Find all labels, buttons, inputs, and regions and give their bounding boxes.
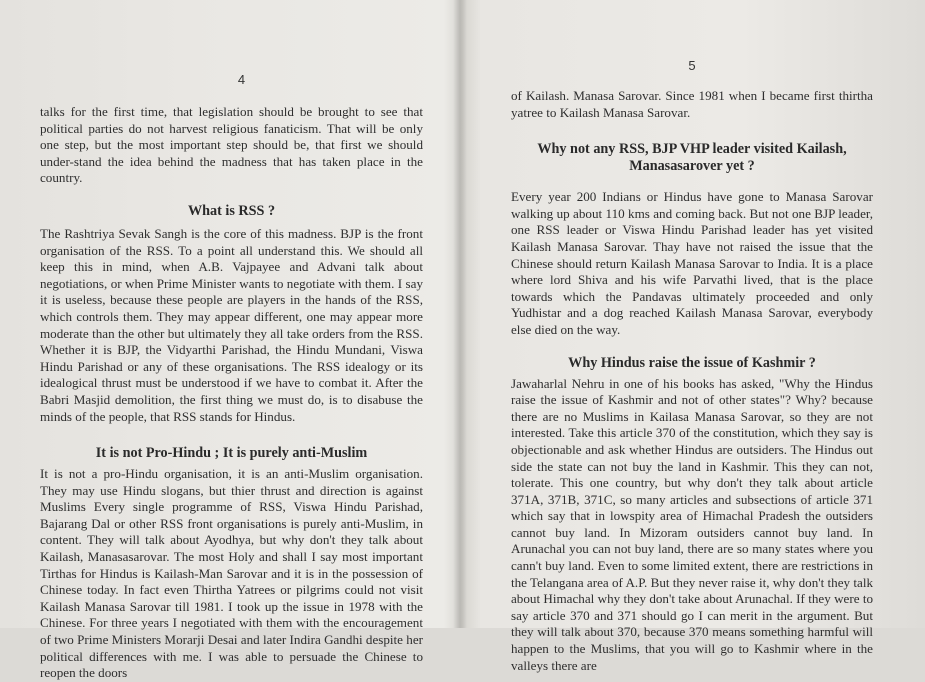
section-heading: What is RSS ? xyxy=(187,202,276,219)
section-paragraph: The Rashtriya Sevak Sangh is the core of this madness. BJP is the front organisation of the RSS. To a point all understand this. We should all keep this in mind, when A.B. Vajpayee and Advani talk about negotiations, or when Prime Minister wants to negotiate with them. I say it is useless, because these people are players in the hands of the RSS, which controls them. They may appear different, one may appear more moderate than the other but ultimately they all take orders from the RSS. Whether it is BJP, the Vidyarthi Parishad, the Hindu Mundani, Viswa Hindu Parishad or any of these organisations. The RSS idealogy or its idealogical thrust must be understood if we have to combat it. After the Babri Masjid demolition, the first thing we must do, is to disabuse the minds of the people, that RSS stands for Hindus. xyxy=(40,225,423,424)
page-number: 4 xyxy=(237,72,246,87)
section-paragraph: Every year 200 Indians or Hindus have gone to Manasa Sarovar walking up about 110 kms and coming back. But not one BJP leader, one RSS leader or Viswa Hindu Parishad leader has yet visited Kailash Manasa Sarovar. Thay have not raised the issue that the Chinese should return Kailash Manasa Sarovar to India. It is a place where lord Shiva and his wife Parvathi lived, that is the place towards which the Pandavas ultimately proceeded and only Yudhistar and a dog reached Kailash Manasa Sarovar, everybody else died on the way. xyxy=(511,189,873,337)
left-page xyxy=(0,0,455,681)
section-heading: It is not Pro-Hindu ; It is purely anti-Muslim xyxy=(95,445,368,462)
section-heading: Why Hindus raise the issue of Kashmir ? xyxy=(568,354,816,371)
book-gutter xyxy=(453,0,467,628)
page-number: 5 xyxy=(688,58,696,73)
intro-paragraph: of Kailash. Manasa Sarovar. Since 1981 when I became first thirtha yatree to Kailash Manasa Sarovar. xyxy=(511,88,873,120)
right-page xyxy=(467,0,925,673)
intro-paragraph: talks for the first time, that legislation should be brought to see that political parties do not harvest religious fanaticism. That will be only one step, but the most important step should be, that first we should under-stand the idea behind the madness that has taken place in the country. xyxy=(40,104,423,186)
section-paragraph: It is not a pro-Hindu organisation, it is an anti-Muslim organisation. They may use Hindu slogans, but thier thrust and direction is against Muslims Every single programme of RSS, Viswa Hindu Parishad, Bajarang Dal or other RSS front organisations is purely anti-Muslim, in content. They will talk about Ayodhya, but why don't they talk about Kailash, Manasasarovar. The most Holy and shall I say most important Tirthas for Hindus is Kailash-Man Sarovar and it is in the possession of Chinese today. In fact even Thirtha Yatrees or pilgrims could not visit Kailash Manasa Sarovar till 1981. I took up the issue in 1978 with the Chinese. For three years I negotiated with them with the encouragement of two Prime Ministers Morarji Desai and later Indira Gandhi despite her political differences with me. I was able to persuade the Chinese to reopen the doors xyxy=(40,466,423,681)
section-heading: Why not any RSS, BJP VHP leader visited Kailash, Manasasarover yet ? xyxy=(537,141,847,175)
section-paragraph: Jawaharlal Nehru in one of his books has asked, "Why the Hindus raise the issue of Kashmir and not of other states"? Why? because there are no Muslims in Kailasa Manasa Sarovar, so they are not interested. Take this article 370 of the constitution, which they say is objectionable and ask whether Hindus are outsiders. The Hindus out side the state can not buy the land in Kashmir. This they can not, tolerate. This one country, but why don't they talk about article 371A, 371B, 371C, so many articles and subsections of article 371 which say that in lowspity area of Himachal Pradesh the outsiders cannot buy land. In Mizoram outsiders cannot buy land. In Arunachal you can not buy land, there are so many states where you cann't buy land. Even to some limited extent, there are restrictions in the Telangana area of A.P. But they never raise it, why don't they talk about Himachal why they don't take about Arunachal. If they were to say article 370 and 371 should go I can merit in the argument. But they will talk about 370, because 370 means something harmful will happen to the Muslims, that you will go to Kashmir where in the valleys there are xyxy=(511,375,873,673)
